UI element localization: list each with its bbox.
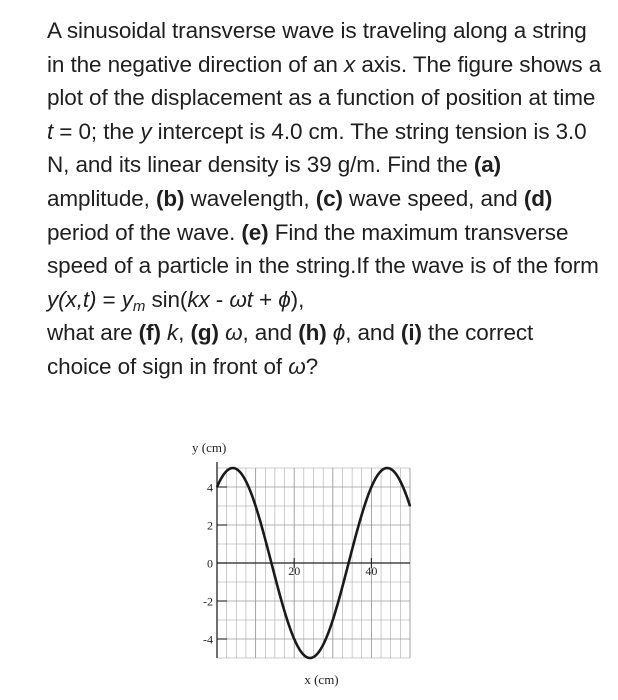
part-e-text: Find the maximum transverse speed of a particle in the string.If the wave is of the form <box>47 219 599 279</box>
wave-figure <box>180 430 430 695</box>
x-axis-label: x (cm) <box>304 672 339 687</box>
data-point <box>236 468 238 470</box>
var-t: t <box>47 118 54 144</box>
data-point <box>390 468 392 470</box>
var-x: x <box>344 51 356 77</box>
part-f-label: (f) <box>138 320 161 346</box>
part-i-text: the correct choice of sign in front of <box>47 320 534 379</box>
data-point <box>351 549 353 551</box>
eq-phi: ϕ <box>278 286 291 312</box>
eq-plus: + <box>252 286 279 312</box>
problem-text-2: axis. The figure shows a plot of the displacement as a function of position at time <box>47 51 602 111</box>
eq-sin: sin( <box>145 286 188 312</box>
data-point <box>274 576 276 578</box>
part-i-label: (i) <box>400 320 422 346</box>
eq-sub-m: m <box>132 297 146 315</box>
problem-text-3: = 0; the <box>53 118 141 144</box>
part-c-label: (c) <box>315 185 343 211</box>
part-f-symbol: k <box>167 320 179 346</box>
part-c-text: wave speed, and <box>342 185 524 211</box>
problem-text-1: A sinusoidal transverse wave is traveling along a string in the negative direction of an <box>47 18 587 77</box>
eq-minus: - <box>209 286 230 312</box>
part-g-sep: , and <box>242 320 299 346</box>
question-mark: ? <box>305 353 319 379</box>
data-point <box>332 619 334 621</box>
part-e-label: (e) <box>241 219 269 245</box>
y-tick-label: -4 <box>203 632 213 647</box>
data-point <box>371 486 373 488</box>
data-point <box>255 505 257 507</box>
data-point <box>313 656 315 658</box>
part-i-symbol: ω <box>288 353 306 379</box>
eq-kx: kx <box>187 286 210 312</box>
part-h-label: (h) <box>298 320 327 346</box>
y-tick-label: 4 <box>207 480 213 495</box>
data-point <box>409 505 411 507</box>
problem-statement <box>47 14 602 384</box>
displacement-chart <box>180 430 430 695</box>
var-y: y <box>140 118 152 144</box>
part-g-label: (g) <box>190 320 219 346</box>
eq-close: ), <box>290 286 305 312</box>
part-h-sep: , and <box>345 320 401 346</box>
part-a-text: amplitude, <box>47 185 156 211</box>
question-text-1: what are <box>47 320 139 346</box>
part-d-text: period of the wave. <box>47 219 242 245</box>
eq-wt: ωt <box>229 286 253 312</box>
part-b-text: wavelength, <box>184 185 316 211</box>
part-f-sep: , <box>178 320 191 346</box>
part-a-label: (a) <box>473 152 502 178</box>
eq-y: y <box>121 286 133 312</box>
y-tick-label: -2 <box>203 594 213 609</box>
part-d-label: (d) <box>523 185 553 211</box>
eq-equals: = <box>96 286 122 312</box>
part-g-symbol: ω <box>225 320 243 346</box>
x-tick-label: 40 <box>365 564 378 578</box>
wave-equation <box>47 286 305 315</box>
y-tick-label: 2 <box>207 518 213 533</box>
y-tick-label: 0 <box>207 556 213 571</box>
part-b-label: (b) <box>155 185 185 211</box>
y-axis-label: y (cm) <box>192 440 227 455</box>
eq-lhs: y(x,t) <box>47 286 97 312</box>
data-point <box>293 638 295 640</box>
problem-text-4: intercept is 4.0 cm. The string tension is 3.0 N, and its linear density is 39 g/m. Find the <box>47 118 587 178</box>
data-point <box>216 486 218 488</box>
x-tick-label: 20 <box>288 564 301 578</box>
part-h-symbol: ϕ <box>332 320 346 346</box>
